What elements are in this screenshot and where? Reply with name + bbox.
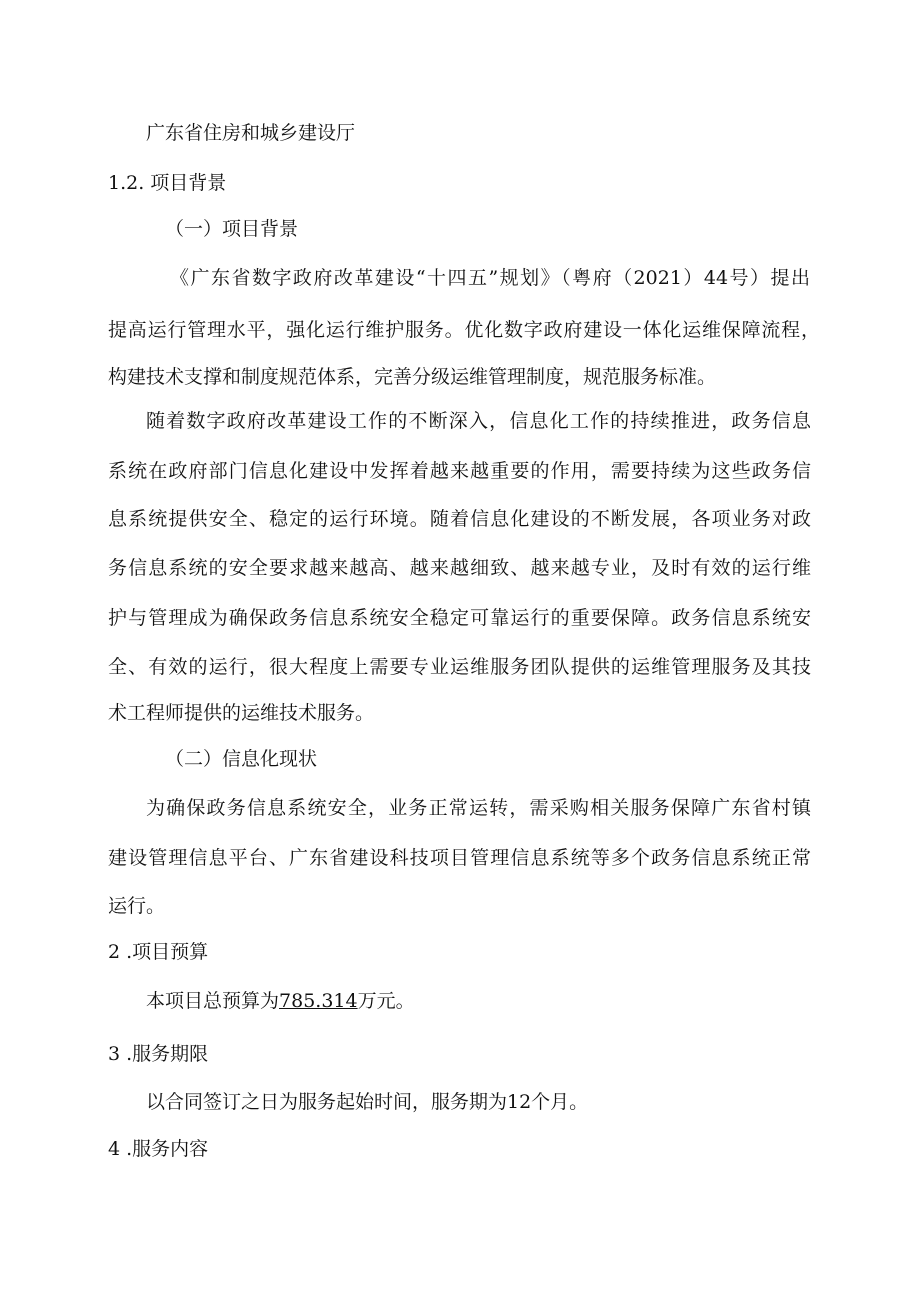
paragraph-line: 建设管理信息平台、广东省建设科技项目管理信息系统等多个政务信息系统正常 [108,847,811,869]
paragraph-line: 息系统提供安全、稳定的运行环境。随着信息化建设的不断发展，各项业务对政 [108,508,811,530]
paragraph-line: 随着数字政府改革建设工作的不断深入，信息化工作的持续推进，政务信息 [146,410,811,432]
subsection-1-heading: （一）项目背景 [165,218,299,240]
paragraph-line: 全、有效的运行，很大程度上需要专业运维服务团队提供的运维管理服务及其技 [108,656,811,678]
paragraph-line: 术工程师提供的运维技术服务。 [108,702,375,724]
subsection-2-heading: （二）信息化现状 [165,748,318,770]
section-3-heading: 3 .服务期限 [108,1043,209,1065]
paragraph-line: 为确保政务信息系统安全，业务正常运转，需采购相关服务保障广东省村镇 [146,797,811,819]
budget-statement [146,992,415,1011]
paragraph-line: 构建技术支撑和制度规范体系，完善分级运维管理制度，规范服务标准。 [108,366,717,388]
budget-text-after: 万元。 [357,990,415,1012]
section-2-heading: 2 .项目预算 [108,941,209,963]
org-name: 广东省住房和城乡建设厅 [146,122,356,144]
section-1-2-heading: 1.2. 项目背景 [108,172,227,194]
section-4-heading: 4 .服务内容 [108,1138,209,1160]
paragraph-line: 系统在政府部门信息化建设中发挥着越来越重要的作用，需要持续为这些政务信 [108,460,811,482]
paragraph-line: 运行。 [108,895,166,917]
paragraph-line: 务信息系统的安全要求越来越高、越来越细致、越来越专业，及时有效的运行维 [108,557,811,579]
paragraph-line: 《广东省数字政府改革建设“十四五”规划》（粤府（2021）44号）提出 [170,267,810,289]
budget-text-before: 本项目总预算为 [146,990,280,1012]
paragraph-line: 护与管理成为确保政务信息系统安全稳定可靠运行的重要保障。政务信息系统安 [108,607,811,629]
paragraph-line: 提高运行管理水平，强化运行维护服务。优化数字政府建设一体化运维保障流程， [108,319,820,341]
budget-amount: 785.314 [279,990,358,1012]
service-period-text: 以合同签订之日为服务起始时间，服务期为12个月。 [146,1091,589,1113]
